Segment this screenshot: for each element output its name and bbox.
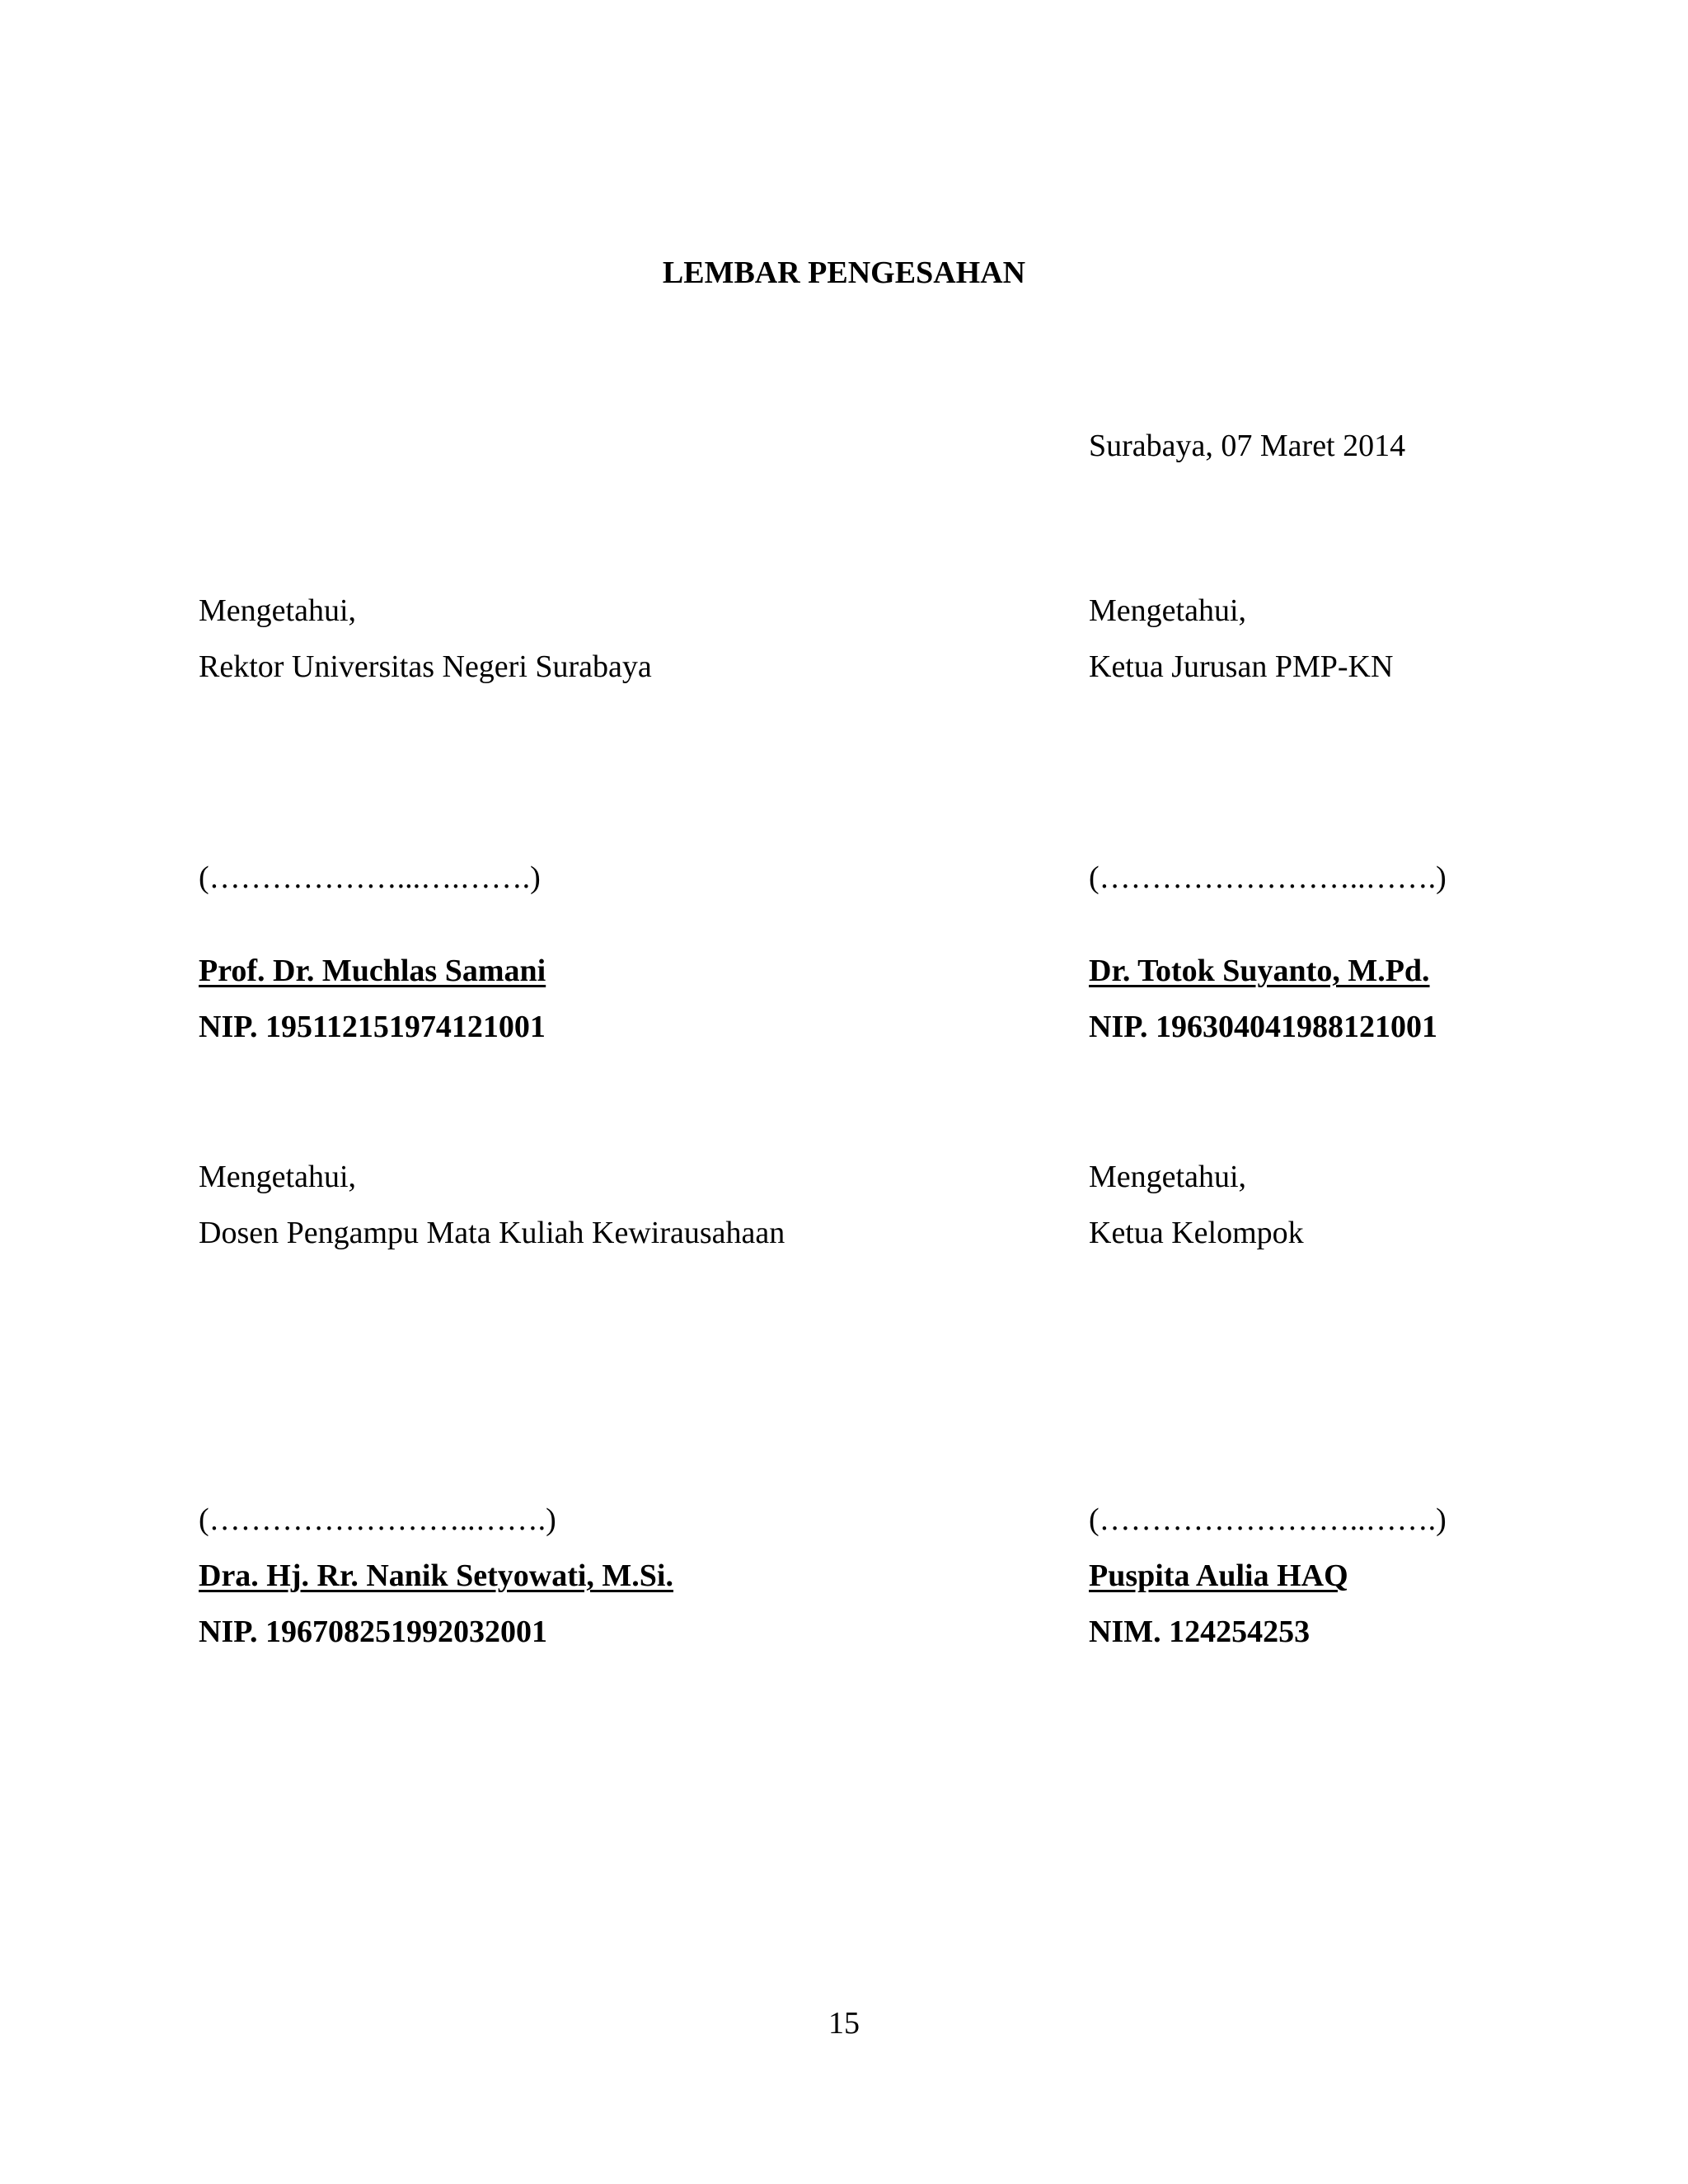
position-title: Dosen Pengampu Mata Kuliah Kewirausahaan: [199, 1216, 785, 1250]
signatory-id: NIP. 195112151974121001: [199, 1010, 546, 1044]
page-title: LEMBAR PENGESAHAN: [662, 255, 1026, 290]
signatory-name: Dra. Hj. Rr. Nanik Setyowati, M.Si.: [199, 1558, 673, 1593]
page-number: 15: [828, 2006, 860, 2041]
signatory-name: Dr. Totok Suyanto, M.Pd.: [1089, 954, 1430, 988]
intro-text: Mengetahui,: [1089, 1160, 1247, 1194]
signatory-id: NIP. 196304041988121001: [1089, 1010, 1437, 1044]
intro-text: Mengetahui,: [199, 1160, 357, 1194]
signature-line: (……………………..…….): [1089, 860, 1447, 895]
intro-text: Mengetahui,: [1089, 593, 1247, 628]
signature-line: (……………………..…….): [1089, 1502, 1447, 1537]
signatory-name: Puspita Aulia HAQ: [1089, 1558, 1348, 1593]
intro-text: Mengetahui,: [199, 593, 357, 628]
position-title: Rektor Universitas Negeri Surabaya: [199, 649, 652, 684]
signature-line: (……………………..…….): [199, 1502, 556, 1537]
signatory-name: Prof. Dr. Muchlas Samani: [199, 954, 546, 988]
position-title: Ketua Kelompok: [1089, 1216, 1304, 1250]
signatory-id: NIM. 124254253: [1089, 1615, 1311, 1649]
place-date: Surabaya, 07 Maret 2014: [1089, 429, 1406, 463]
signature-line: (………………...….…….): [199, 860, 541, 895]
position-title: Ketua Jurusan PMP-KN: [1089, 649, 1394, 684]
signatory-id: NIP. 196708251992032001: [199, 1615, 547, 1649]
